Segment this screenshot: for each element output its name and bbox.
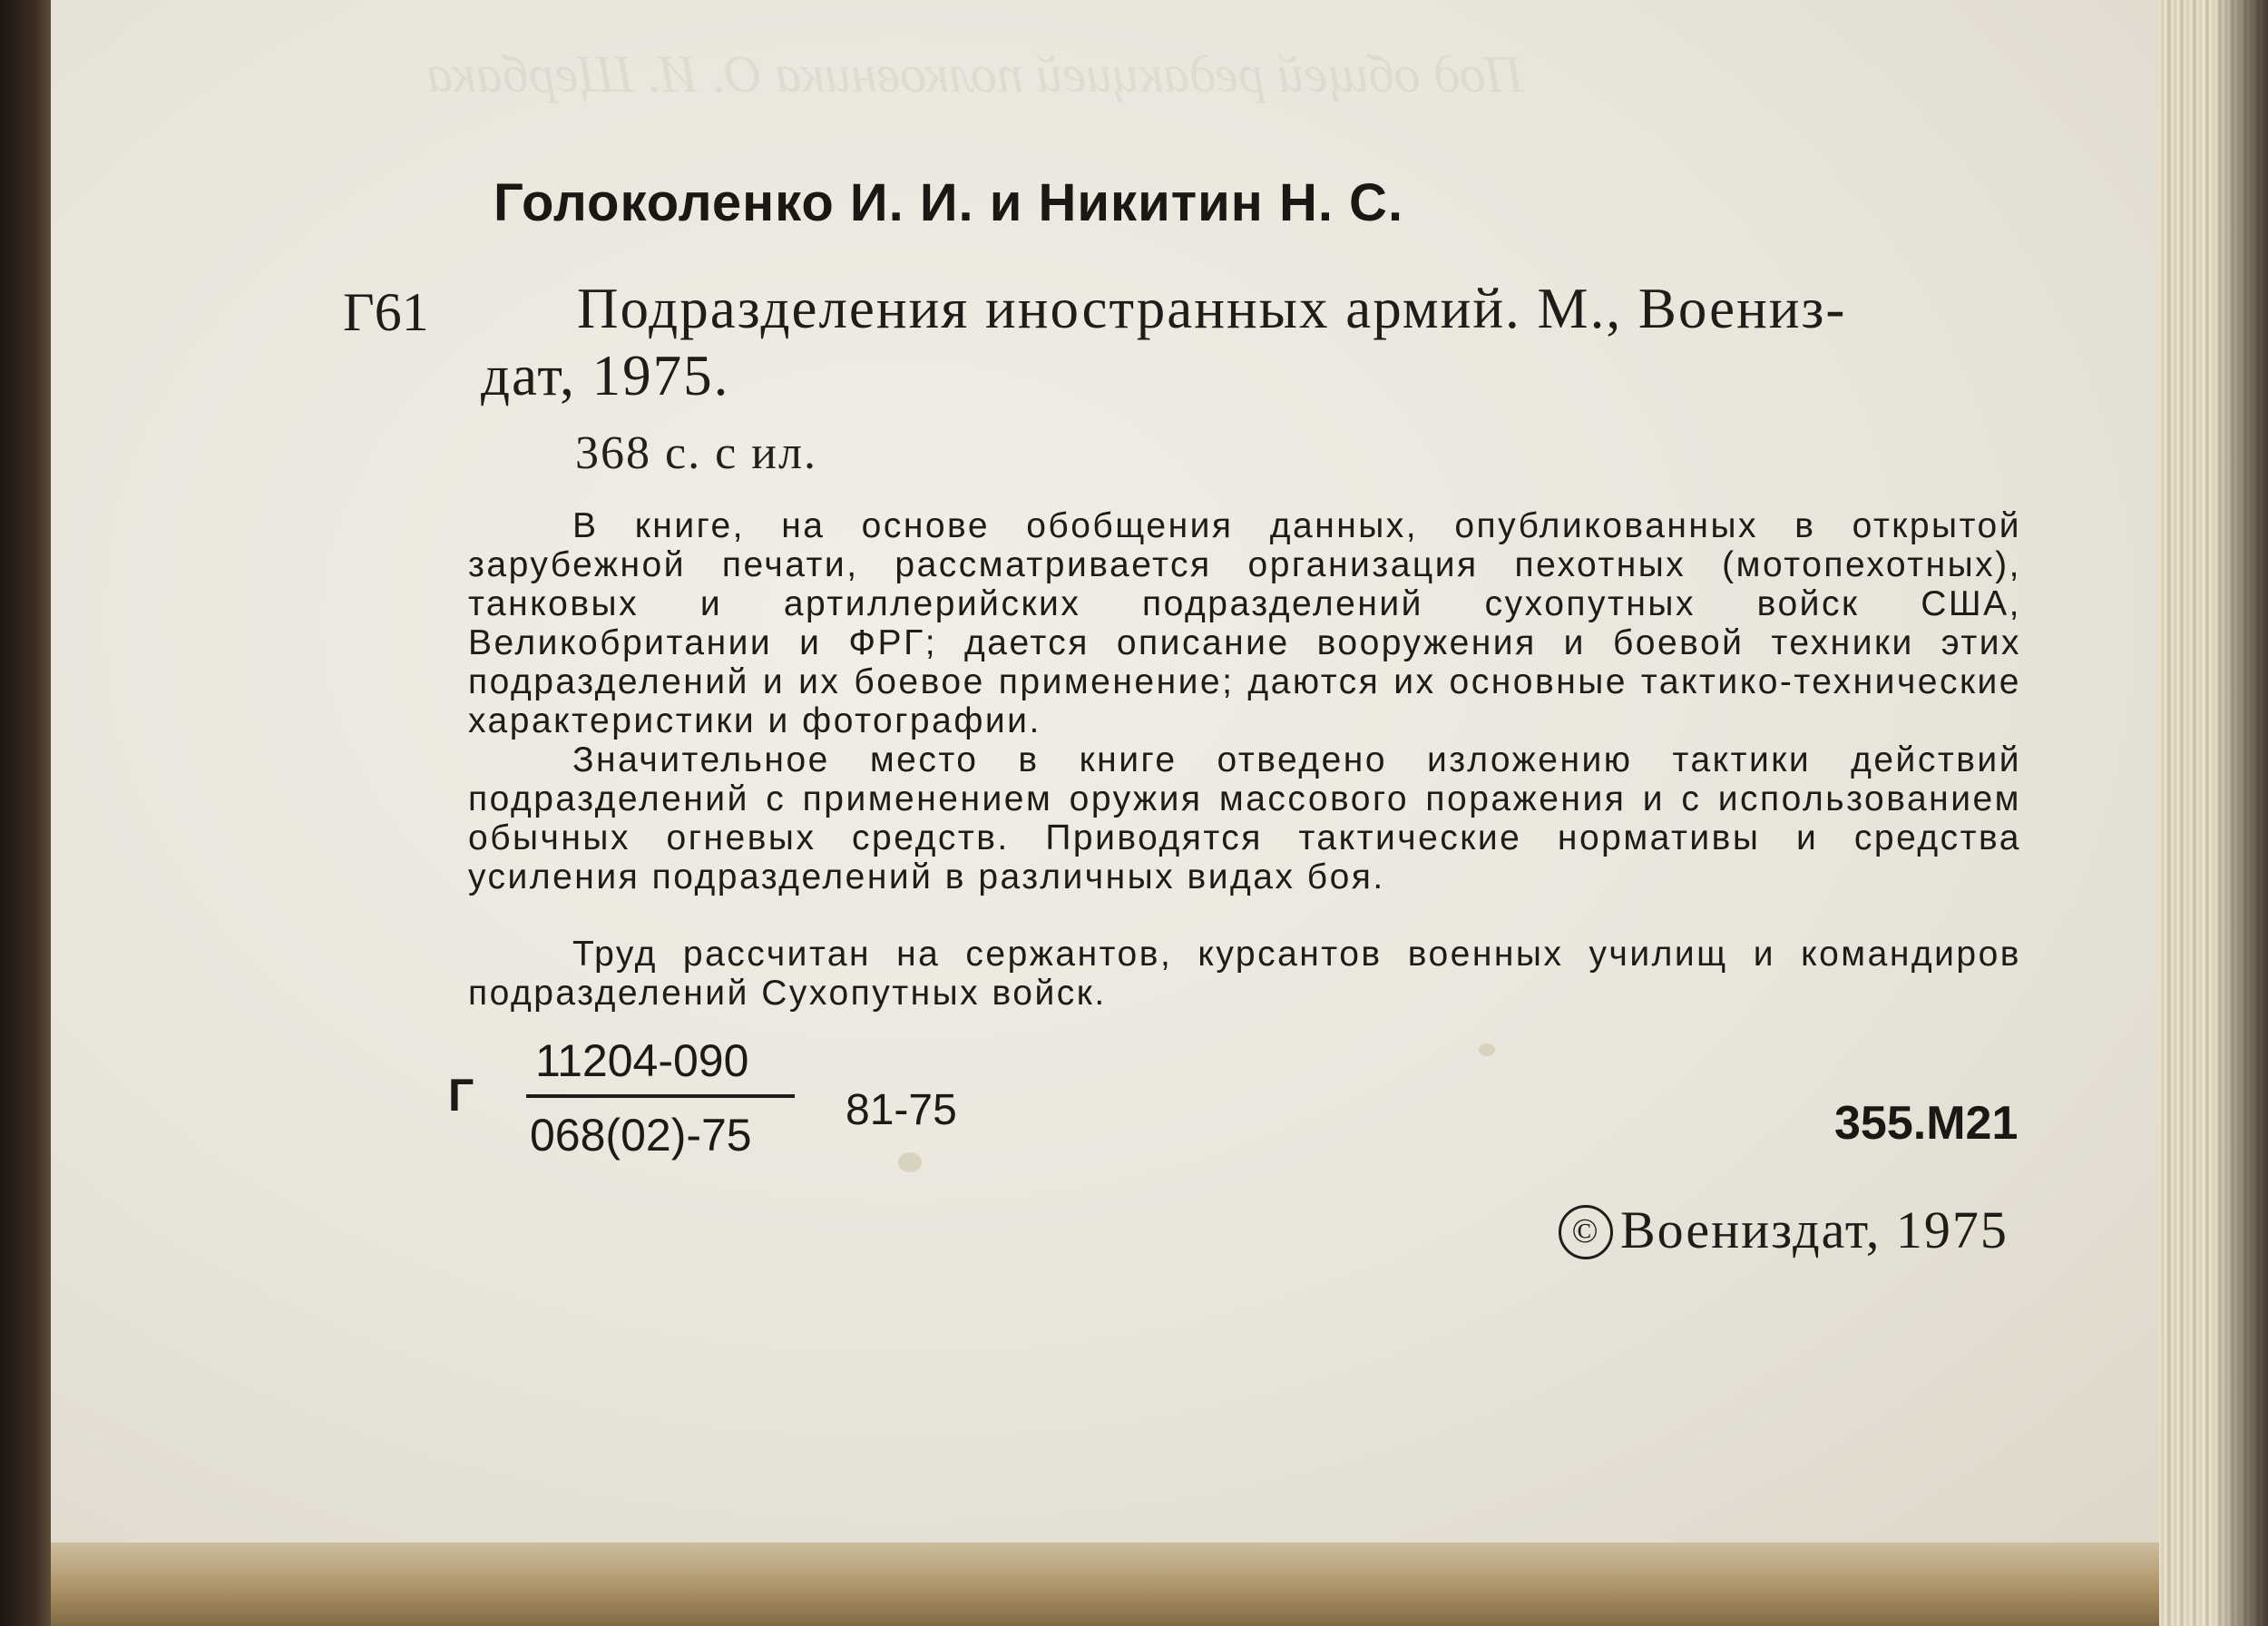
book-spine-shadow <box>0 0 58 1626</box>
book-title-line-2: дат, 1975. <box>481 344 730 407</box>
page-bottom-edge <box>51 1543 2174 1626</box>
annotation-paragraph-1-text: В книге, на основе обобщения данных, опубликованных в открытой зарубежной печати, рассматривается организация пехотных (мотопехотных), танковых и артиллерийских подразделений сухопутных войск США, Великобритании и ФРГ; дается описание вооружения и боевой техники этих подразделений и их боевое применение; даются их основные тактико-технические характеристики и фотографии. <box>468 506 2021 740</box>
paper-spot <box>898 1152 922 1172</box>
annotation-paragraph-3 <box>468 935 2021 1013</box>
udc-code: 355.M21 <box>1834 1097 2019 1150</box>
fraction-numerator: 11204-090 <box>535 1035 749 1086</box>
copyright-text: Воениздат, 1975 <box>1620 1200 2009 1259</box>
classification-fraction <box>448 1034 811 1161</box>
annotation-paragraph-3-text: Труд рассчитан на сержантов, курсантов военных училищ и командиров подразделений Сухопутных войск. <box>468 935 2021 1013</box>
annotation-paragraph-2 <box>468 740 2021 896</box>
authors-heading: Голоколенко И. И. и Никитин Н. С. <box>494 173 1404 232</box>
copyright-line <box>1559 1200 2009 1260</box>
page-stack-edges <box>2159 0 2268 1626</box>
fraction-denominator: 068(02)-75 <box>530 1110 752 1161</box>
annotation-paragraph-2-text: Значительное место в книге отведено изложению тактики действий подразделений с применением оружия массового поражения и с использованием обычных огневых средств. Приводятся тактические нормативы и средства усиления подразделений в различных видах боя. <box>468 740 2021 896</box>
catalog-index: Г61 <box>343 282 429 342</box>
plan-code: 81-75 <box>846 1086 957 1134</box>
page-count: 368 с. с ил. <box>575 427 817 479</box>
fraction-bar <box>526 1094 795 1098</box>
fraction-letter: Г <box>448 1070 474 1121</box>
copyright-icon: © <box>1559 1205 1613 1259</box>
show-through-text: Под общей редакцией полковника О. И. Щербака <box>426 44 1524 103</box>
book-title-line-1: Подразделения иностранных армий. М., Воениз- <box>577 277 1847 340</box>
paper-spot <box>1479 1043 1495 1056</box>
annotation-paragraph-1 <box>468 506 2021 740</box>
